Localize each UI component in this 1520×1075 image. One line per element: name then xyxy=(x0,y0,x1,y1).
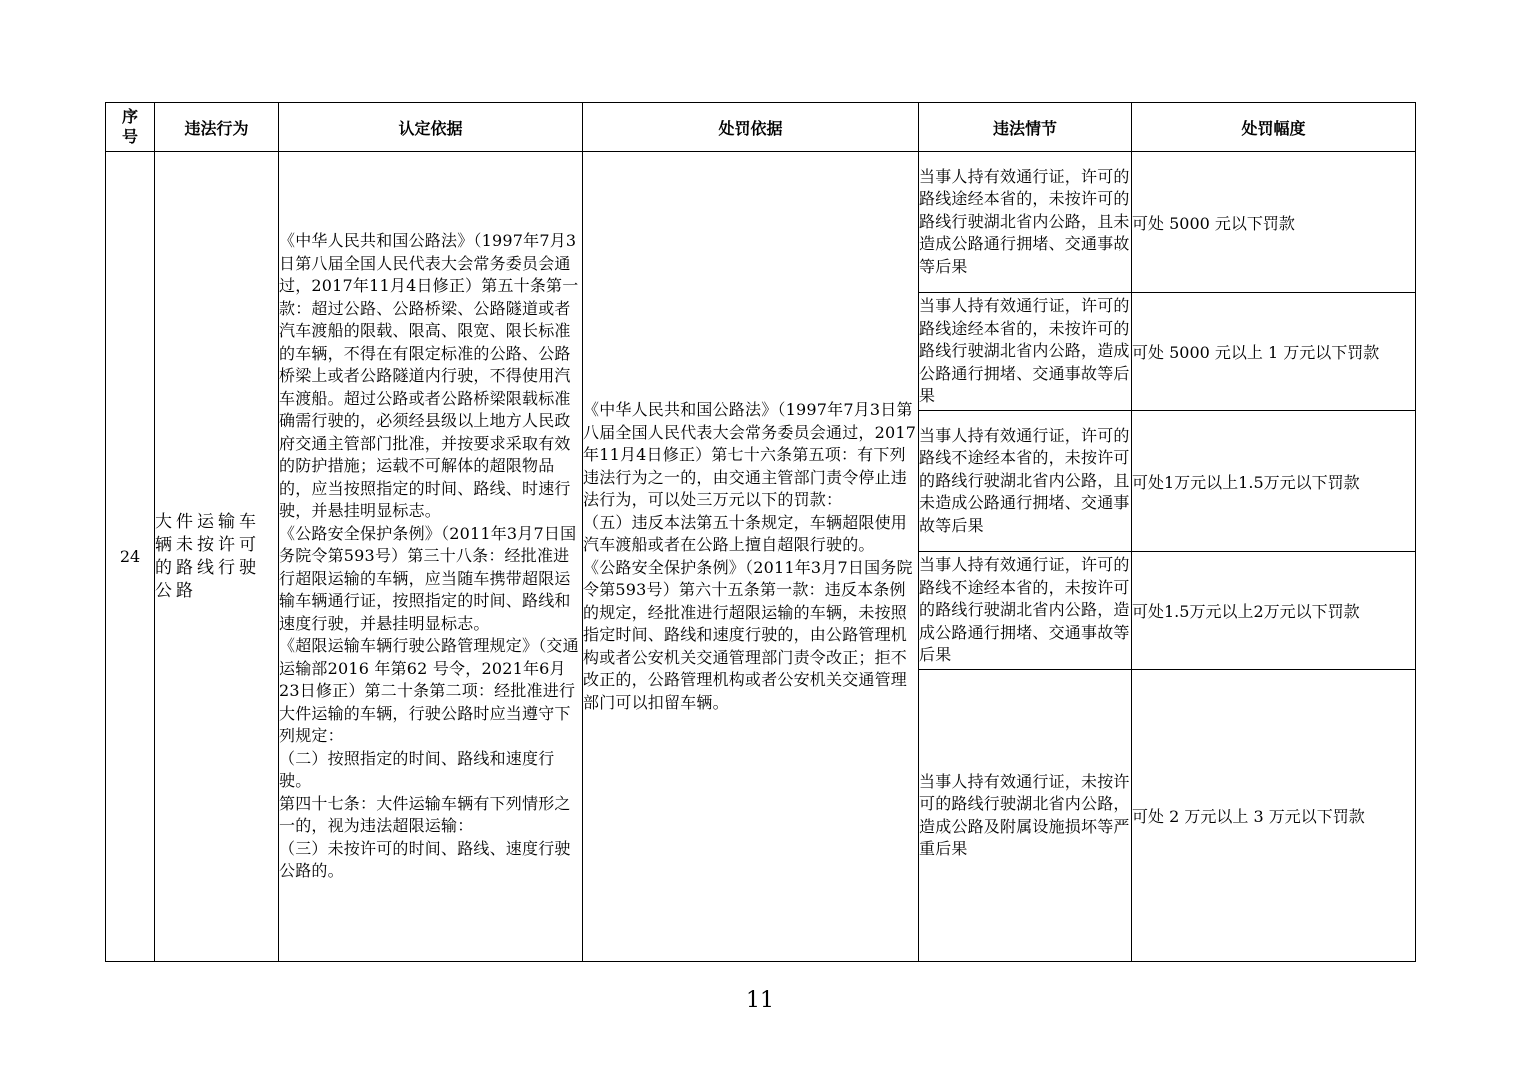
header-punishment: 处罚依据 xyxy=(583,103,919,152)
punishment-para: 《公路安全保护条例》（2011年3月7日国务院令第593号）第六十五条第一款：违反本条例的规定，经批准进行超限运输的车辆，未按照指定时间、路线和速度行驶的，由公路管理机构或者公安机关交通管理部门责令改正；拒不改正的，公路管理机构或者公安机关交通管理部门可以扣留车辆。 xyxy=(583,557,913,712)
table-row xyxy=(106,152,1416,293)
identification-para: 《超限运输车辆行驶公路管理规定》（交通运输部2016 年第62 号令，2021年6月23日修正）第二十条第二项：经批准进行大件运输的车辆，行驶公路时应当遵守下列规定： xyxy=(279,636,579,746)
identification-para: 第四十七条：大件运输车辆有下列情形之一的，视为违法超限运输： xyxy=(279,793,571,836)
header-row xyxy=(106,103,1416,152)
circumstance-cell: 当事人持有效通行证，许可的路线途经本省的，未按许可的路线行驶湖北省内公路，造成公路通行拥堵、交通事故等后果 xyxy=(919,293,1132,411)
identification-para: 《公路安全保护条例》（2011年3月7日国务院令第593号）第三十八条：经批准进行超限运输的车辆，应当随车携带超限运输车辆通行证，按照指定的时间、路线和速度行驶，并悬挂明显标志。 xyxy=(279,523,577,633)
header-circumstance: 违法情节 xyxy=(919,103,1132,152)
header-range: 处罚幅度 xyxy=(1132,103,1416,152)
circumstance-cell: 当事人持有效通行证，许可的路线途经本省的，未按许可的路线行驶湖北省内公路，且未造成公路通行拥堵、交通事故等后果 xyxy=(919,152,1132,293)
range-cell: 可处 5000 元以下罚款 xyxy=(1132,152,1416,293)
range-cell: 可处 5000 元以上 1 万元以下罚款 xyxy=(1132,293,1416,411)
header-seq-label: 序号 xyxy=(121,107,138,146)
circumstance-cell: 当事人持有效通行证，许可的路线不途经本省的，未按许可的路线行驶湖北省内公路，造成公路通行拥堵、交通事故等后果 xyxy=(919,552,1132,670)
header-behavior: 违法行为 xyxy=(155,103,279,152)
header-seq xyxy=(106,103,155,152)
header-identification: 认定依据 xyxy=(279,103,583,152)
range-cell: 可处1万元以上1.5万元以下罚款 xyxy=(1132,411,1416,552)
punishment-cell xyxy=(583,152,919,962)
circumstance-cell: 当事人持有效通行证，未按许可的路线行驶湖北省内公路，造成公路及附属设施损坏等严重后果 xyxy=(919,670,1132,962)
range-cell: 可处 2 万元以上 3 万元以下罚款 xyxy=(1132,670,1416,962)
punishment-para: （五）违反本法第五十条规定，车辆超限使用汽车渡船或者在公路上擅自超限行驶的。 xyxy=(583,512,908,554)
range-cell: 可处1.5万元以上2万元以下罚款 xyxy=(1132,552,1416,670)
identification-para: 《中华人民共和国公路法》（1997年7月3日第八届全国人民代表大会常务委员会通过，2017年11月4日修正）第五十条第一款：超过公路、公路桥梁、公路隧道或者汽车渡船的限载、限高、限宽、限长标准的车辆，不得在有限定标准的公路、公路桥梁上或者公路隧道内行驶，不得使用汽车渡船。超过公路或者公路桥梁限载标准确需行驶的，必须经县级以上地方人民政府交通主管部门批准，并按要求采取有效的防护措施；运载不可解体的超限物品的，应当按照指定的时间、路线、时速行驶，并悬挂明显标志。 xyxy=(279,231,579,521)
punishment-para: 《中华人民共和国公路法》（1997年7月3日第八届全国人民代表大会常务委员会通过，2017年11月4日修正）第七十六条第五项：有下列违法行为之一的，由交通主管部门责令停止违法行为，可以处三万元以下的罚款： xyxy=(583,400,917,509)
identification-para: （三）未按许可的时间、路线、速度行驶公路的。 xyxy=(279,838,571,881)
identification-cell xyxy=(279,152,583,962)
identification-para: （二）按照指定的时间、路线和速度行驶。 xyxy=(279,748,555,791)
page-number: 11 xyxy=(746,988,774,1013)
seq-cell: 24 xyxy=(106,152,155,962)
behavior-cell: 大件运输车辆未按许可的路线行驶公路 xyxy=(155,152,279,962)
penalty-table xyxy=(105,102,1416,962)
circumstance-cell: 当事人持有效通行证，许可的路线不途经本省的，未按许可的路线行驶湖北省内公路，且未造成公路通行拥堵、交通事故等后果 xyxy=(919,411,1132,552)
